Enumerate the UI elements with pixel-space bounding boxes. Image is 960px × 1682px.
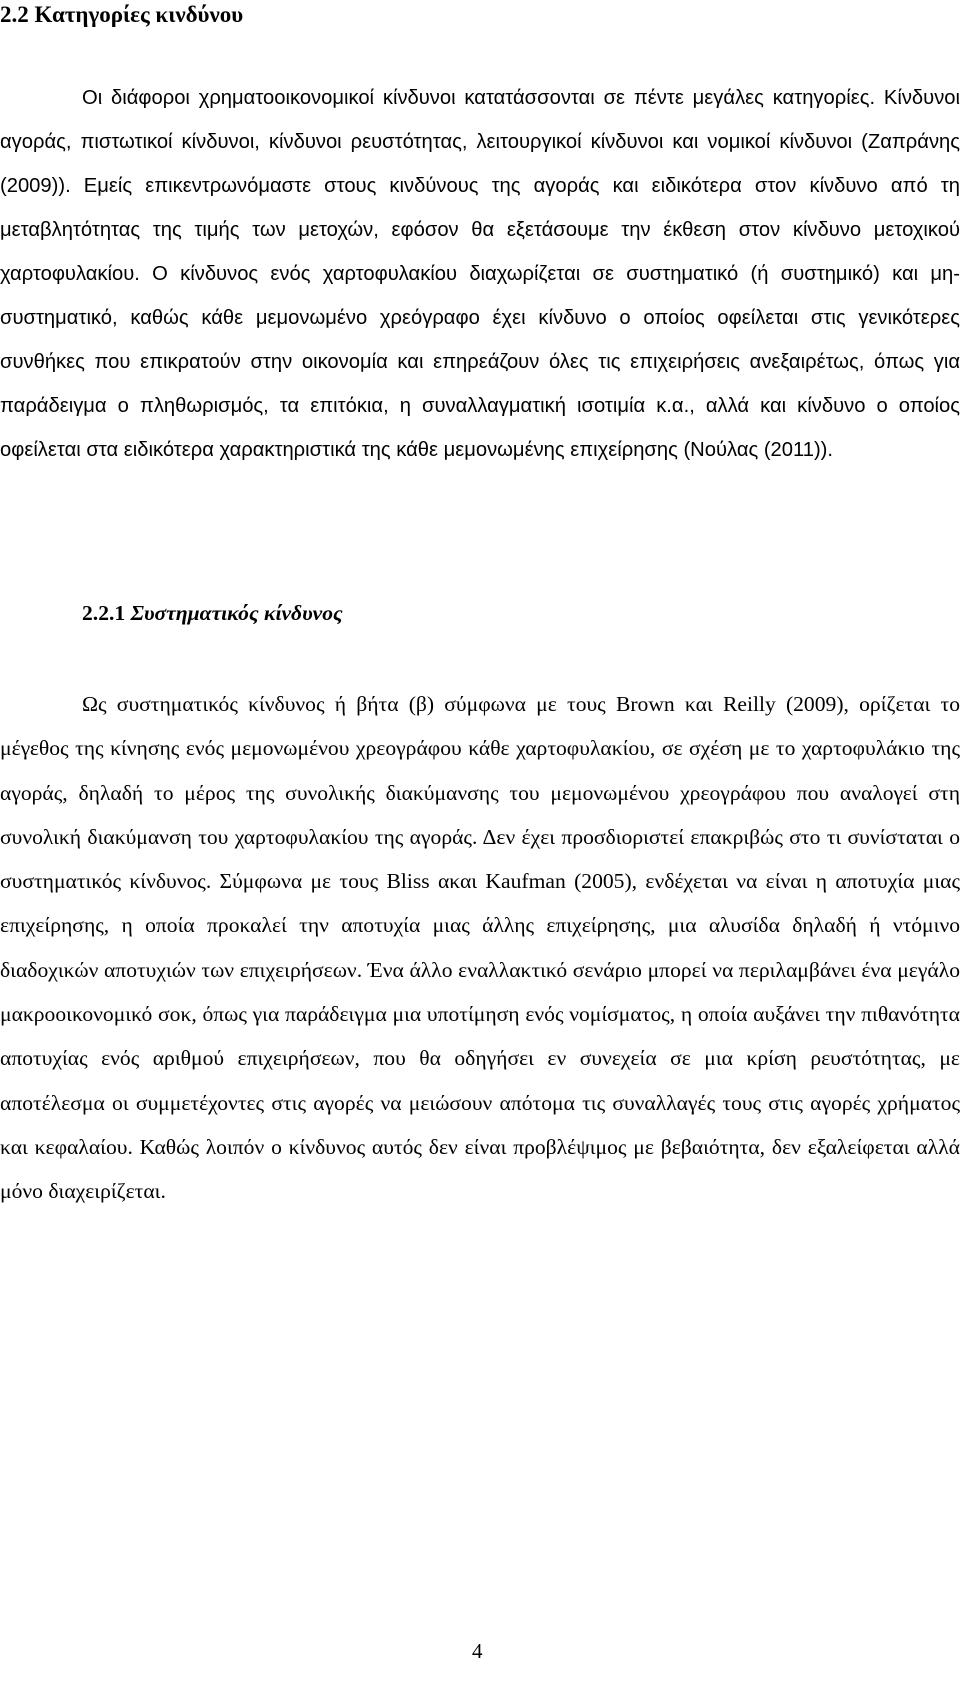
subsection-heading [82,598,343,628]
paragraph-risk-categories: Οι διάφοροι χρηματοοικονομικοί κίνδυνοι κατατάσσονται σε πέντε μεγάλες κατηγορίες. Κίνδυνοι αγοράς, πιστωτικοί κίνδυνοι, κίνδυνοι ρευστότητας, λειτουργικοί κίνδυνοι και νομικοί κίνδυνοι (Ζαπράνης (2009)). Εμείς επικεντρωνόμαστε στους κινδύνους της αγοράς και ειδικότερα στον κίνδυνο από τη μεταβλητότητας της τιμής των μετοχών, εφόσον θα εξετάσουμε την έκθεση στον κίνδυνο μετοχικού χαρτοφυλακίου. Ο κίνδυνος ενός χαρτοφυλακίου διαχωρίζεται σε συστηματικό (ή συστημικό) και μη-συστηματικό, καθώς κάθε μεμονωμένο χρεόγραφο έχει κίνδυνο ο οποίος οφείλεται στις γενικότερες συνθήκες που επικρατούν στην οικονομία και επηρεάζουν όλες τις επιχειρήσεις ανεξαιρέτως, όπως για παράδειγμα ο πληθωρισμός, τα επιτόκια, η συναλλαγματική ισοτιμία κ.α., αλλά και κίνδυνο ο οποίος οφείλεται στα ειδικότερα χαρακτηριστικά της κάθε μεμονωμένης επιχείρησης (Νούλας (2011)). [0,87,960,461]
subsection-number: 2.2.1 [82,601,126,625]
page-number: 4 [472,1639,483,1663]
section-heading: 2.2 Κατηγορίες κινδύνου [0,2,244,27]
subsection-title: Συστηματικός κίνδυνος [130,601,343,625]
paragraph-systematic-risk: Ως συστηματικός κίνδυνος ή βήτα (β) σύμφωνα με τους Brown και Reilly (2009), ορίζεται το μέγεθος της κίνησης ενός μεμονωμένου χρεογράφου κάθε χαρτοφυλακίου, σε σχέση με το χαρτοφυλάκιο της αγοράς, δηλαδή το μέρος της συνολικής διακύμανσης του μεμονωμένου χρεογράφου που αναλογεί στη συνολική διακύμανση του χαρτοφυλακίου της αγοράς. Δεν έχει προσδιοριστεί επακριβώς στο τι συνίσταται ο συστηματικός κίνδυνος. Σύμφωνα με τους Bliss ακαι Kaufman (2005), ενδέχεται να είναι η αποτυχία μιας επιχείρησης, η οποία προκαλεί την αποτυχία μιας άλλης επιχείρησης, μια αλυσίδα δηλαδή ή ντόμινο διαδοχικών αποτυχιών των επιχειρήσεων. Ένα άλλο εναλλακτικό σενάριο μπορεί να περιλαμβάνει ένα μεγάλο μακροοικονομικό σοκ, όπως για παράδειγμα μια υποτίμηση ενός νομίσματος, η οποία αυξάνει την πιθανότητα αποτυχίας ενός αριθμού επιχειρήσεων, που θα οδηγήσει εν συνεχεία σε μια κρίση ρευστότητας, με αποτέλεσμα οι συμμετέχοντες στις αγορές να μειώσουν απότομα τις συναλλαγές τους στις αγορές χρήματος και κεφαλαίου. Καθώς λοιπόν ο κίνδυνος αυτός δεν είναι προβλέψιμος με βεβαιότητα, δεν εξαλείφεται αλλά μόνο διαχειρίζεται. [0,692,960,1204]
